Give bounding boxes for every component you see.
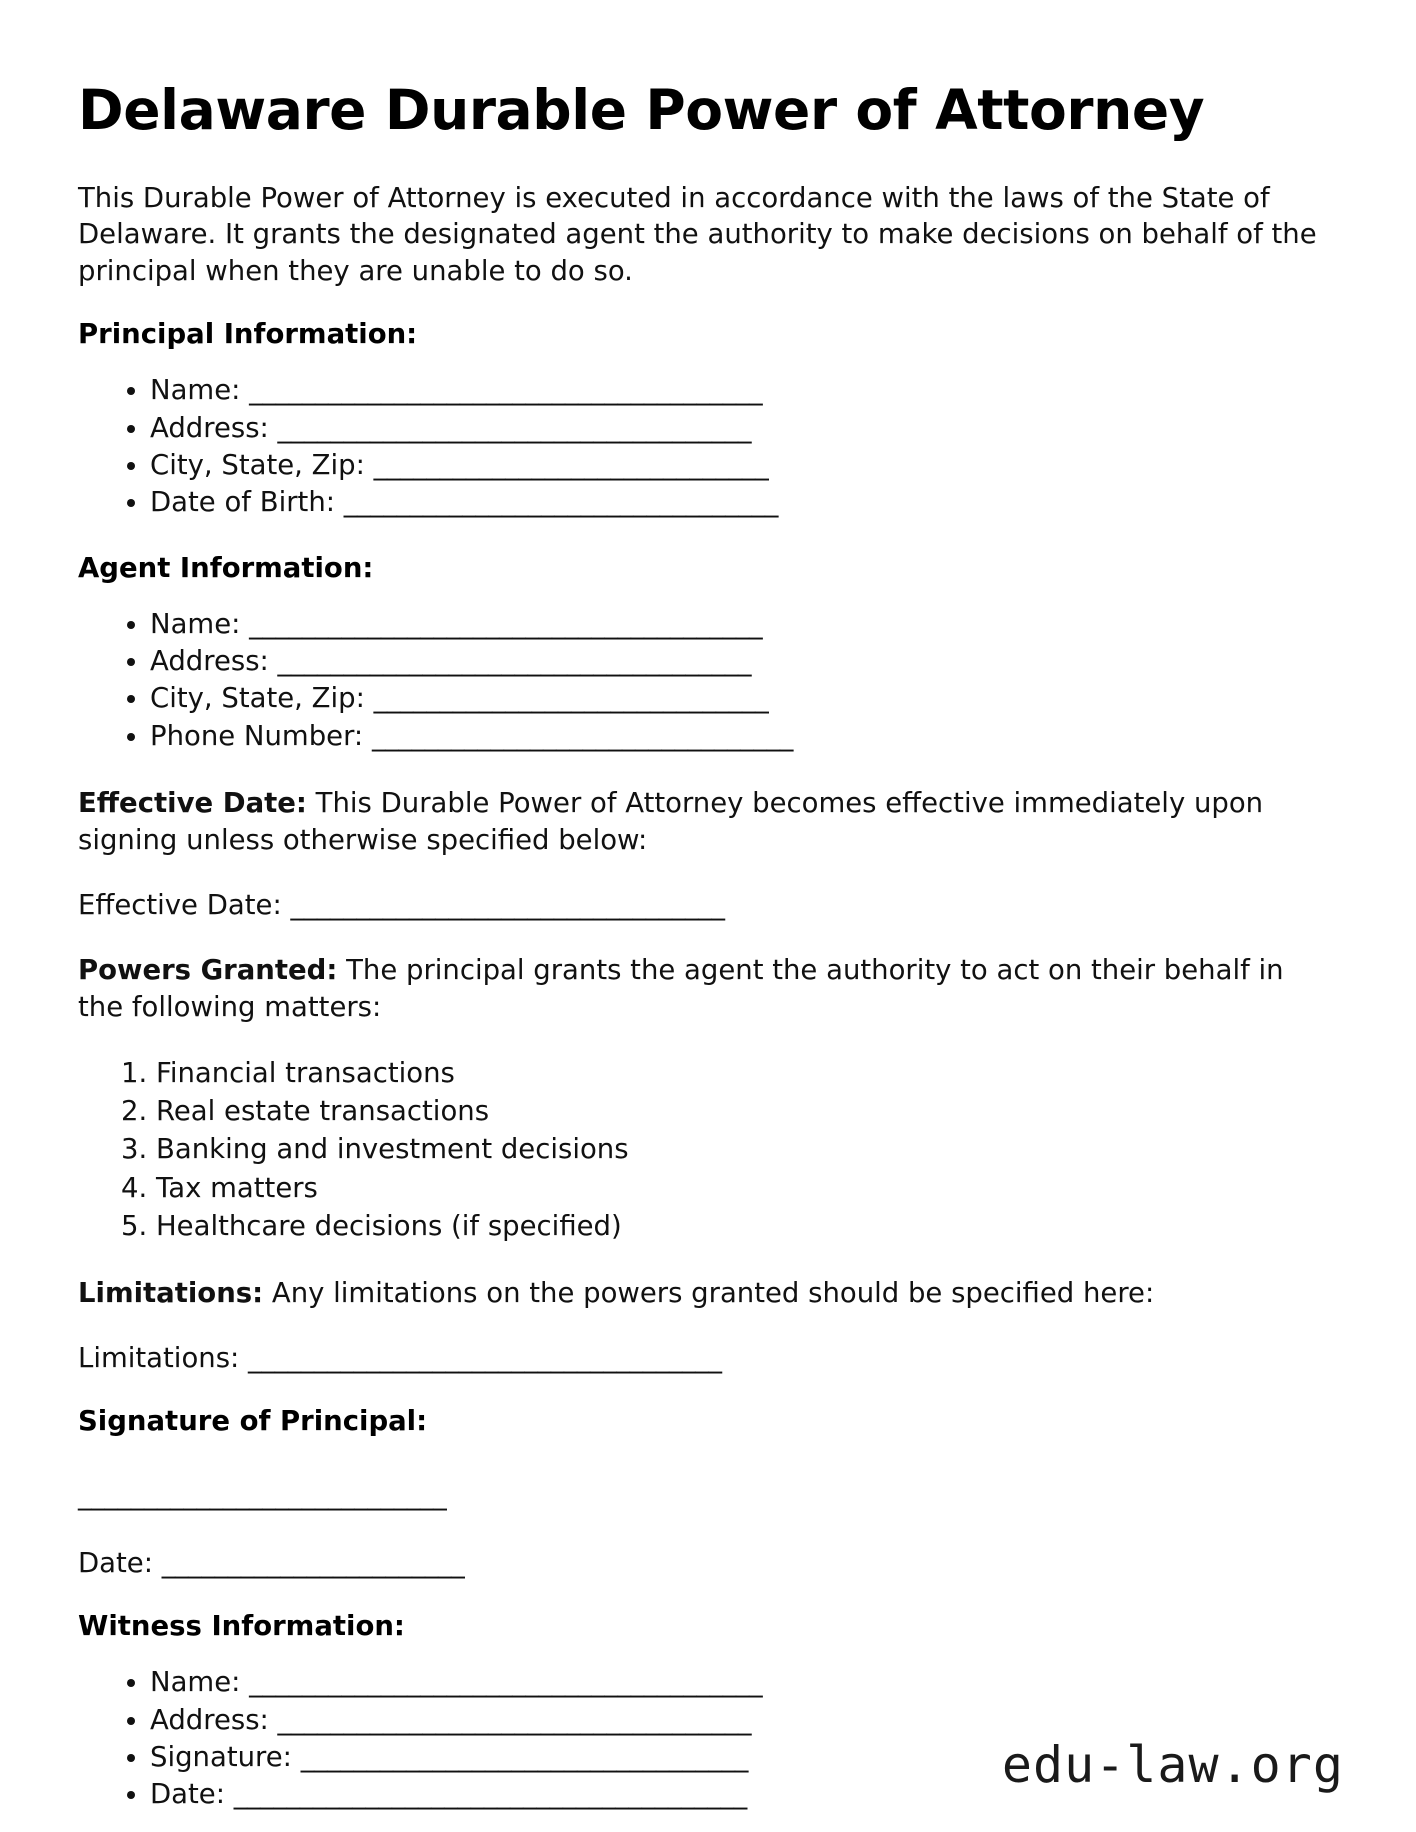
list-item: 4. Tax matters [156,1169,1338,1207]
powers-granted-body: The principal grants the agent the authority to act on their behalf in the following matters: [78,954,1284,1024]
limitations-paragraph [78,1275,1323,1312]
limitations-field [78,1340,1338,1377]
field-label: Date: [150,1778,225,1811]
list-item [150,1702,1338,1739]
field-blank[interactable]: _______________________________________ [249,374,763,407]
field-label: Date of Birth: [150,486,336,519]
field-blank[interactable]: ____________________________________ [277,645,751,678]
field-label: Name: [150,607,241,640]
field-label: Name: [150,374,241,407]
field-blank[interactable]: _______________________________________ [233,1778,747,1811]
limitations-lead: Limitations: [78,1277,264,1310]
intro-paragraph: This Durable Power of Attorney is executed in accordance with the laws of the State of Delaware. It grants the designated agent the authority to make decisions on behalf of the principal when they are unable to do so. [78,181,1317,288]
agent-information-list [78,606,1338,756]
list-item [150,718,1338,755]
field-blank[interactable]: _______________________ [161,1546,465,1579]
field-blank[interactable]: _______________________________________ [249,607,763,640]
list-item [150,606,1338,643]
principal-information-list [78,372,1338,522]
field-blank[interactable]: ______________________________ [373,448,769,481]
list-item [150,1664,1338,1701]
effective-date-field [78,887,1338,924]
field-blank[interactable]: _______________________________________ [249,1666,763,1699]
signature-of-principal-heading: Signature of Principal: [78,1405,428,1438]
field-label: Limitations: [78,1341,240,1374]
effective-date-paragraph [78,785,1323,859]
powers-granted-lead: Powers Granted: [78,954,338,987]
field-label: Address: [150,645,269,678]
field-blank[interactable]: _________________________________ [343,486,778,519]
list-item: 2. Real estate transactions [156,1092,1338,1130]
field-blank[interactable]: __________________________________ [300,1740,748,1773]
site-watermark: edu-law.org [1001,1736,1344,1794]
field-label: Date: [78,1546,153,1579]
field-label: Address: [150,411,269,444]
field-label: Effective Date: [78,888,282,921]
list-item [150,410,1338,447]
list-item [150,372,1338,409]
field-blank[interactable]: _________________________________ [290,888,725,921]
effective-date-body: This Durable Power of Attorney becomes effective immediately upon signing unless otherwise specified below: [78,787,1264,857]
field-blank[interactable]: ______________________________ [373,682,769,715]
field-blank[interactable]: ____________________________________ [277,1703,751,1736]
witness-information-heading: Witness Information: [78,1610,405,1643]
field-label: City, State, Zip: [150,448,365,481]
list-item [150,643,1338,680]
field-label: Name: [150,1666,241,1699]
field-label: Address: [150,1703,269,1736]
list-item [150,680,1338,717]
page-title: Delaware Durable Power of Attorney [78,78,1205,142]
list-item: 1. Financial transactions [156,1054,1338,1092]
field-label: Signature: [150,1740,292,1773]
list-item [150,447,1338,484]
list-item: 5. Healthcare decisions (if specified) [156,1207,1338,1245]
principal-information-heading: Principal Information: [78,318,418,351]
list-item [150,484,1338,521]
limitations-body: Any limitations on the powers granted should be specified here: [263,1277,1155,1310]
powers-granted-paragraph [78,952,1323,1026]
list-item: 3. Banking and investment decisions [156,1130,1338,1168]
field-label: Phone Number: [150,719,364,752]
field-label: City, State, Zip: [150,682,365,715]
principal-date-field [78,1545,1338,1582]
principal-signature-blank[interactable]: ____________________________ [78,1479,447,1512]
field-blank[interactable]: ________________________________ [371,719,793,752]
field-blank[interactable]: ____________________________________ [248,1341,722,1374]
agent-information-heading: Agent Information: [78,551,374,584]
powers-granted-list [78,1054,1338,1245]
effective-date-lead: Effective Date: [78,787,307,820]
field-blank[interactable]: ____________________________________ [277,411,751,444]
